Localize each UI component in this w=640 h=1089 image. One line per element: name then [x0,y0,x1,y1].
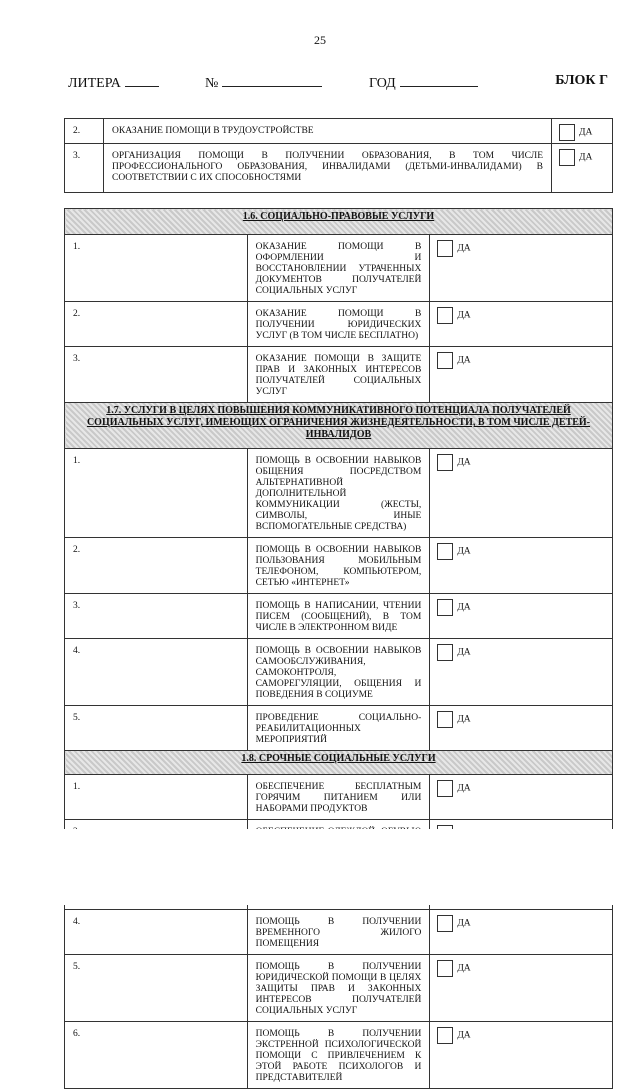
page-bottom-margin [0,829,640,905]
table-row [65,144,613,193]
row-text: ОБЕСПЕЧЕНИЕ БЕСПЛАТНЫМ ГОРЯЧИМ ПИТАНИЕМ ИЛИ НАБОРАМИ ПРОДУКТОВ [247,775,430,820]
checkbox-label: ДА [457,1030,471,1041]
table-row [65,449,613,538]
row-text: ПРОВЕДЕНИЕ СОЦИАЛЬНО-РЕАБИЛИТАЦИОННЫХ МЕРОПРИЯТИЙ [247,706,430,751]
litera-input[interactable] [125,73,159,87]
litera-label: ЛИТЕРА [68,76,121,91]
table-row [65,235,613,302]
checkbox-cell [430,449,613,538]
checkbox-cell [430,538,613,594]
checkbox[interactable] [437,780,453,797]
table-services [64,208,613,1089]
row-text: ПОМОЩЬ В НАПИСАНИИ, ЧТЕНИИ ПИСЕМ (СООБЩЕНИЙ), В ТОМ ЧИСЛЕ В ЭЛЕКТРОННОМ ВИДЕ [247,594,430,639]
row-number: 6. [65,1022,248,1089]
section-header-1-6 [65,209,613,235]
row-number: 4. [65,639,248,706]
checkbox-cell [430,775,613,820]
block-label: БЛОК Г [555,73,608,88]
row-number: 2. [65,302,248,347]
table-row [65,594,613,639]
checkbox-cell [430,706,613,751]
table-row [65,639,613,706]
row-text: ОКАЗАНИЕ ПОМОЩИ В ТРУДОУСТРОЙСТВЕ [104,119,552,144]
checkbox-cell [430,235,613,302]
page-number: 25 [314,33,326,47]
row-text: ПОМОЩЬ В ПОЛУЧЕНИИ ЮРИДИЧЕСКОЙ ПОМОЩИ В ЦЕЛЯХ ЗАЩИТЫ ПРАВ И ЗАКОННЫХ ИНТЕРЕСОВ ПОЛУЧАТЕЛЕЙ СОЦИАЛЬНЫХ УСЛУГ [247,955,430,1022]
table-row [65,119,613,144]
row-number: 2. [65,538,248,594]
checkbox[interactable] [437,1027,453,1044]
checkbox-label: ДА [579,152,593,163]
checkbox-cell [430,347,613,403]
checkbox[interactable] [437,711,453,728]
row-number: 2. [65,119,104,144]
table-row [65,1022,613,1089]
checkbox-cell [430,302,613,347]
checkbox-label: ДА [457,714,471,725]
row-number: 5. [65,706,248,751]
checkbox-label: ДА [457,243,471,254]
litera-field [68,73,159,92]
year-input[interactable] [400,73,478,87]
number-input[interactable] [222,73,322,87]
table-row [65,538,613,594]
section-header-1-7 [65,403,613,449]
checkbox-cell [430,955,613,1022]
number-label: № [205,76,219,91]
checkbox-label: ДА [457,963,471,974]
checkbox[interactable] [437,543,453,560]
checkbox[interactable] [437,307,453,324]
year-field [369,73,478,92]
checkbox-label: ДА [457,647,471,658]
checkbox-label: ДА [457,602,471,613]
section-title: 1.7. УСЛУГИ В ЦЕЛЯХ ПОВЫШЕНИЯ КОММУНИКАТИВНОГО ПОТЕНЦИАЛА ПОЛУЧАТЕЛЕЙ СОЦИАЛЬНЫХ УСЛУГ, ИМЕЮЩИХ ОГРАНИЧЕНИЯ ЖИЗНЕДЕЯТЕЛЬНОСТИ, В ТОМ ЧИСЛЕ ДЕТЕЙ-ИНВАЛИДОВ [65,403,613,449]
checkbox-label: ДА [579,127,593,138]
row-text: ПОМОЩЬ В ПОЛУЧЕНИИ ЭКСТРЕННОЙ ПСИХОЛОГИЧЕСКОЙ ПОМОЩИ С ПРИВЛЕЧЕНИЕМ К ЭТОЙ РАБОТЕ ПСИХОЛОГОВ И ПРЕДСТАВИТЕЛЕЙ [247,1022,430,1089]
section-title: 1.8. СРОЧНЫЕ СОЦИАЛЬНЫЕ УСЛУГИ [65,751,613,775]
section-title: 1.6. СОЦИАЛЬНО-ПРАВОВЫЕ УСЛУГИ [65,209,613,235]
checkbox[interactable] [437,915,453,932]
row-number: 3. [65,144,104,193]
checkbox[interactable] [437,599,453,616]
table-row [65,706,613,751]
row-text: ПОМОЩЬ В ОСВОЕНИИ НАВЫКОВ ОБЩЕНИЯ ПОСРЕДСТВОМ АЛЬТЕРНАТИВНОЙ ДОПОЛНИТЕЛЬНОЙ КОММУНИКАЦИИ (ЖЕСТЫ, СИМВОЛЫ, ИНЫЕ ВСПОМОГАТЕЛЬНЫЕ СРЕДСТВА) [247,449,430,538]
checkbox-label: ДА [457,918,471,929]
checkbox[interactable] [437,960,453,977]
year-label: ГОД [369,76,396,91]
row-text: ОРГАНИЗАЦИЯ ПОМОЩИ В ПОЛУЧЕНИИ ОБРАЗОВАНИЯ, В ТОМ ЧИСЛЕ ПРОФЕССИОНАЛЬНОГО ОБРАЗОВАНИЯ, ИНВАЛИДАМИ (ДЕТЬМИ-ИНВАЛИДАМИ) В СООТВЕТСТВИИ С ИХ СПОСОБНОСТЯМИ [104,144,552,193]
row-number: 4. [65,910,248,955]
checkbox[interactable] [437,352,453,369]
row-number: 3. [65,347,248,403]
form-header [68,73,608,93]
checkbox[interactable] [437,454,453,471]
row-number: 5. [65,955,248,1022]
checkbox-label: ДА [457,783,471,794]
row-text: ОКАЗАНИЕ ПОМОЩИ В ЗАЩИТЕ ПРАВ И ЗАКОННЫХ ИНТЕРЕСОВ ПОЛУЧАТЕЛЕЙ СОЦИАЛЬНЫХ УСЛУГ [247,347,430,403]
row-text: ПОМОЩЬ В ПОЛУЧЕНИИ ВРЕМЕННОГО ЖИЛОГО ПОМЕЩЕНИЯ [247,910,430,955]
checkbox-cell [430,639,613,706]
table-row [65,910,613,955]
table-row [65,347,613,403]
checkbox[interactable] [437,240,453,257]
checkbox-label: ДА [457,310,471,321]
row-text: ПОМОЩЬ В ОСВОЕНИИ НАВЫКОВ САМООБСЛУЖИВАНИЯ, САМОКОНТРОЛЯ, САМОРЕГУЛЯЦИИ, ОБЩЕНИЯ И ПОВЕДЕНИЯ В СОЦИУМЕ [247,639,430,706]
table-row [65,955,613,1022]
checkbox-label: ДА [457,355,471,366]
checkbox[interactable] [437,644,453,661]
checkbox-cell [430,1022,613,1089]
row-number: 3. [65,594,248,639]
checkbox[interactable] [559,124,575,141]
checkbox-cell [430,910,613,955]
row-number: 1. [65,449,248,538]
row-text: ОКАЗАНИЕ ПОМОЩИ В ПОЛУЧЕНИИ ЮРИДИЧЕСКИХ УСЛУГ (В ТОМ ЧИСЛЕ БЕСПЛАТНО) [247,302,430,347]
checkbox-label: ДА [457,457,471,468]
checkbox-cell [552,144,613,193]
checkbox-cell [552,119,613,144]
number-field [205,73,322,92]
checkbox[interactable] [559,149,575,166]
checkbox-cell [430,594,613,639]
row-number: 1. [65,775,248,820]
row-number: 1. [65,235,248,302]
table-continuation [64,118,613,193]
table-row [65,775,613,820]
row-text: ПОМОЩЬ В ОСВОЕНИИ НАВЫКОВ ПОЛЬЗОВАНИЯ МОБИЛЬНЫМ ТЕЛЕФОНОМ, КОМПЬЮТЕРОМ, СЕТЬЮ «ИНТЕРНЕТ» [247,538,430,594]
row-text: ОКАЗАНИЕ ПОМОЩИ В ОФОРМЛЕНИИ И ВОССТАНОВЛЕНИИ УТРАЧЕННЫХ ДОКУМЕНТОВ ПОЛУЧАТЕЛЕЙ СОЦИАЛЬНЫХ УСЛУГ [247,235,430,302]
checkbox-label: ДА [457,546,471,557]
table-row [65,302,613,347]
section-header-1-8 [65,751,613,775]
